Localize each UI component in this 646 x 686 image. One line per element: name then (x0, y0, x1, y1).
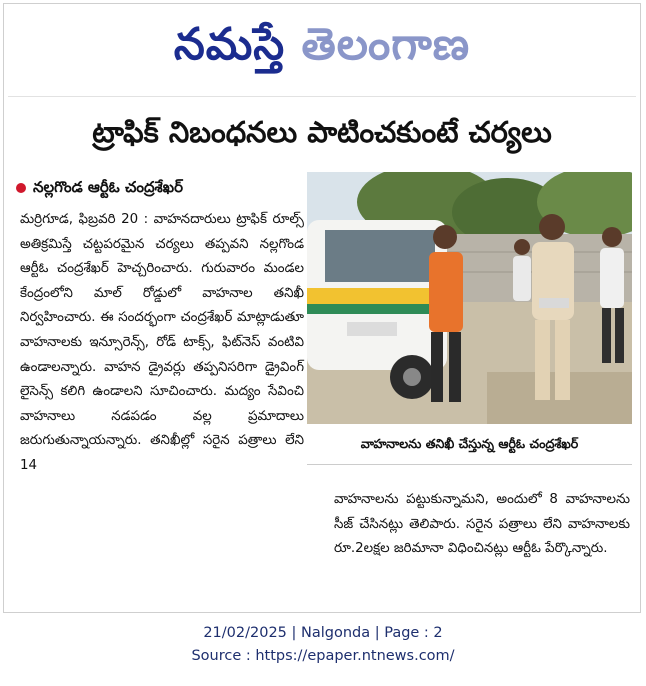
photo-illustration (307, 172, 632, 424)
article-byline (16, 174, 183, 200)
footer-source: Source : https://epaper.ntnews.com/ (191, 648, 455, 664)
byline-text: నల్లగొండ ఆర్టీఓ చంద్రశేఖర్ (33, 178, 184, 196)
article-photo (307, 172, 632, 424)
body-left-text: మర్రిగూడ, ఫిబ్రవరి 20 : వాహనదారులు ట్రాఫిక్ రూల్స్ అతిక్రమిస్తే చట్టపరమైన చర్యలు తప్పవని నల్లగొండ ఆర్టీఓ చంద్రశేఖర్ హెచ్చరించారు. గురువారం మండల కేంద్రంలోని మాల్ రోడ్డులో వాహనాల తనిఖీ నిర్వహించారు. ఈ సందర్భంగా చంద్రశేఖర్ మాట్లాడుతూ వాహనాలకు ఇన్సూరెన్స్, రోడ్ టాక్స్, ఫిట్‌నెస్ వంటివి ఉండాలన్నారు. వాహన డ్రైవర్లు తప్పనిసరిగా డ్రైవింగ్ లైసెన్స్ కలిగి ఉండాలని సూచించారు. మద్యం సేవించి వాహనాలు నడపడం వల్ల ప్రమాదాలు జరుగుతున్నాయన్నారు. తనిఖీల్లో సరైన పత్రాలు లేని 14 (20, 212, 304, 473)
article-clipping (3, 3, 641, 613)
masthead-word-namaste: నమస్తే (173, 19, 286, 70)
article-body-right-column (334, 488, 630, 562)
article-headline: ట్రాఫిక్ నిబంధనలు పాటించకుంటే చర్యలు (92, 115, 552, 149)
footer-date-edition: 21/02/2025 | Nalgonda | Page : 2 (203, 625, 443, 641)
bullet-dot-icon (16, 183, 26, 193)
newspaper-masthead (4, 10, 640, 80)
body-right-text: వాహనాలను పట్టుకున్నామని, అందులో 8 వాహనాలను సీజ్ చేసినట్లు తెలిపారు. సరైన పత్రాలు లేని వాహనాలకు రూ.2లక్షల జరిమానా విధించినట్లు ఆర్టీఓ పేర్కొన్నారు. (334, 492, 630, 557)
photo-caption: వాహనాలను తనిఖీ చేస్తున్న ఆర్టీఓ చంద్రశేఖర్ (307, 424, 632, 465)
masthead-divider (8, 96, 636, 97)
masthead-word-telangana: తెలంగాణ (301, 19, 471, 70)
article-body-left-column (20, 208, 304, 479)
